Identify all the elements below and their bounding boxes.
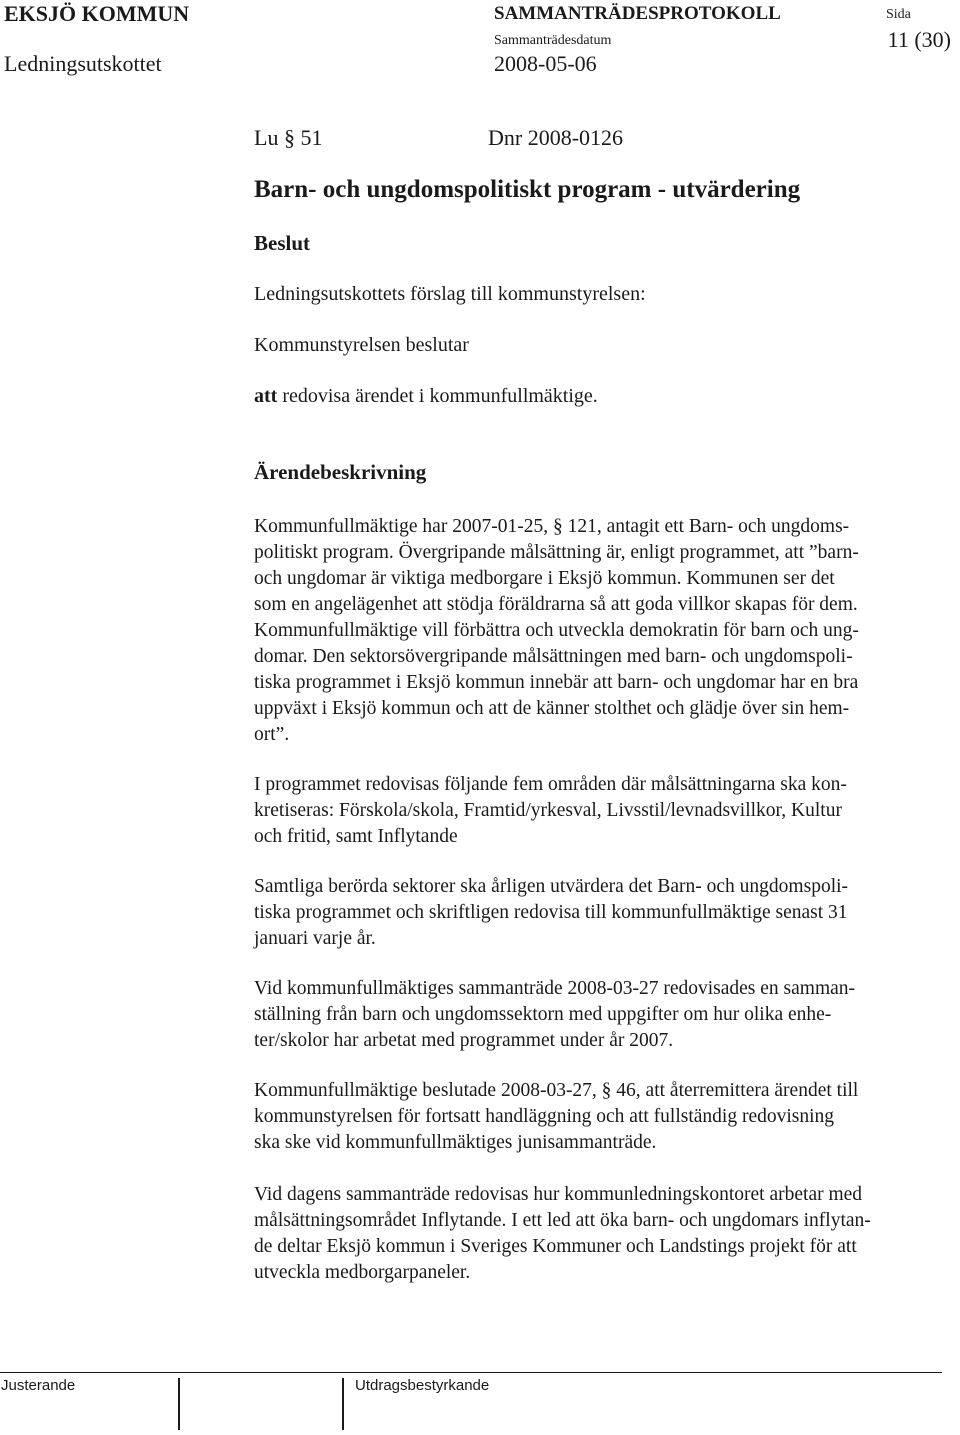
text-line: Vid dagens sammanträde redovisas hur kommunledningskontoret arbetar med xyxy=(254,1184,863,1205)
text-line: och fritid, samt Inflytande xyxy=(254,826,458,847)
text-line: tiska programmet i Eksjö kommun innebär att barn- och ungdomar har en bra xyxy=(254,672,859,693)
page-label: Sida xyxy=(886,7,911,22)
document-type: SAMMANTRÄDESPROTOKOLL xyxy=(494,3,781,24)
description-paragraph-2 xyxy=(254,772,847,850)
text-line: uppväxt i Eksjö kommun och att de känner stolthet och glädje över sin hem- xyxy=(254,698,850,719)
text-line: Kommunfullmäktige beslutade 2008-03-27, § 46, att återremittera ärendet till xyxy=(254,1080,859,1101)
description-paragraph-6 xyxy=(254,1182,871,1286)
description-paragraph-4 xyxy=(254,976,855,1054)
text-line: som en angelägenhet att stödja föräldrarna så att goda villkor skapas för dem. xyxy=(254,594,858,615)
decision-proposal: Ledningsutskottets förslag till kommunstyrelsen: xyxy=(254,283,646,305)
text-line: ställning från barn och ungdomssektorn med uppgifter om hur olika enhe- xyxy=(254,1004,832,1025)
decision-heading: Beslut xyxy=(254,231,311,255)
text-line: kretiseras: Förskola/skola, Framtid/yrkesval, Livsstil/levnadsvillkor, Kultur xyxy=(254,800,842,821)
description-paragraph-3 xyxy=(254,874,848,952)
text-line: målsättningsområdet Inflytande. I ett led att öka barn- och ungdomars inflytan- xyxy=(254,1210,871,1231)
signature-box xyxy=(178,1378,344,1430)
justerande-label: Justerande xyxy=(1,1377,76,1394)
text-line: Samtliga berörda sektorer ska årligen utvärdera det Barn- och ungdomspoli- xyxy=(254,876,849,897)
text-line: ter/skolor har arbetat med programmet under år 2007. xyxy=(254,1030,674,1051)
description-heading: Ärendebeskrivning xyxy=(254,460,427,484)
text-line: domar. Den sektorsövergripande målsättningen med barn- och ungdomspoli- xyxy=(254,646,853,667)
decision-att-line xyxy=(254,385,598,408)
case-paragraph-number: Lu § 51 xyxy=(254,125,323,150)
case-registration-number: Dnr 2008-0126 xyxy=(488,125,624,150)
text-line: de deltar Eksjö kommun i Sveriges Kommuner och Landstings projekt för att xyxy=(254,1236,857,1257)
att-keyword: att xyxy=(254,385,278,407)
footer-divider xyxy=(0,1372,942,1373)
text-line: tiska programmet och skriftligen redovisa till kommunfullmäktige senast 31 xyxy=(254,902,848,923)
text-line: Kommunfullmäktige har 2007-01-25, § 121, antagit ett Barn- och ungdoms- xyxy=(254,516,850,537)
page-number: 11 (30) xyxy=(887,27,951,52)
text-line: Kommunfullmäktige vill förbättra och utveckla demokratin för barn och ung- xyxy=(254,620,859,641)
text-line: och ungdomar är viktiga medborgare i Eksjö kommun. Kommunen ser det xyxy=(254,568,835,589)
meeting-date-label: Sammanträdesdatum xyxy=(494,33,612,48)
case-title: Barn- och ungdomspolitiskt program - utvärdering xyxy=(254,176,801,203)
description-paragraph-5 xyxy=(254,1078,858,1156)
text-line: utveckla medborgarpaneler. xyxy=(254,1262,471,1283)
organization-name: EKSJÖ KOMMUN xyxy=(4,1,190,26)
att-text: redovisa ärendet i kommunfullmäktige. xyxy=(277,385,598,407)
description-paragraph-1 xyxy=(254,514,859,748)
decision-board: Kommunstyrelsen beslutar xyxy=(254,334,469,356)
text-line: Vid kommunfullmäktiges sammanträde 2008-03-27 redovisades en samman- xyxy=(254,978,856,999)
text-line: kommunstyrelsen för fortsatt handläggning och att fullständig redovisning xyxy=(254,1106,835,1127)
utdragsbestyrkande-label: Utdragsbestyrkande xyxy=(355,1377,490,1394)
text-line: politiskt program. Övergripande målsättning är, enligt programmet, att ”barn- xyxy=(254,542,859,563)
committee-name: Ledningsutskottet xyxy=(4,51,162,76)
text-line: ska ske vid kommunfullmäktiges junisammanträde. xyxy=(254,1132,657,1153)
text-line: I programmet redovisas följande fem områden där målsättningarna ska kon- xyxy=(254,774,847,795)
meeting-date: 2008-05-06 xyxy=(494,51,597,76)
text-line: januari varje år. xyxy=(254,928,376,949)
text-line: ort”. xyxy=(254,724,290,745)
